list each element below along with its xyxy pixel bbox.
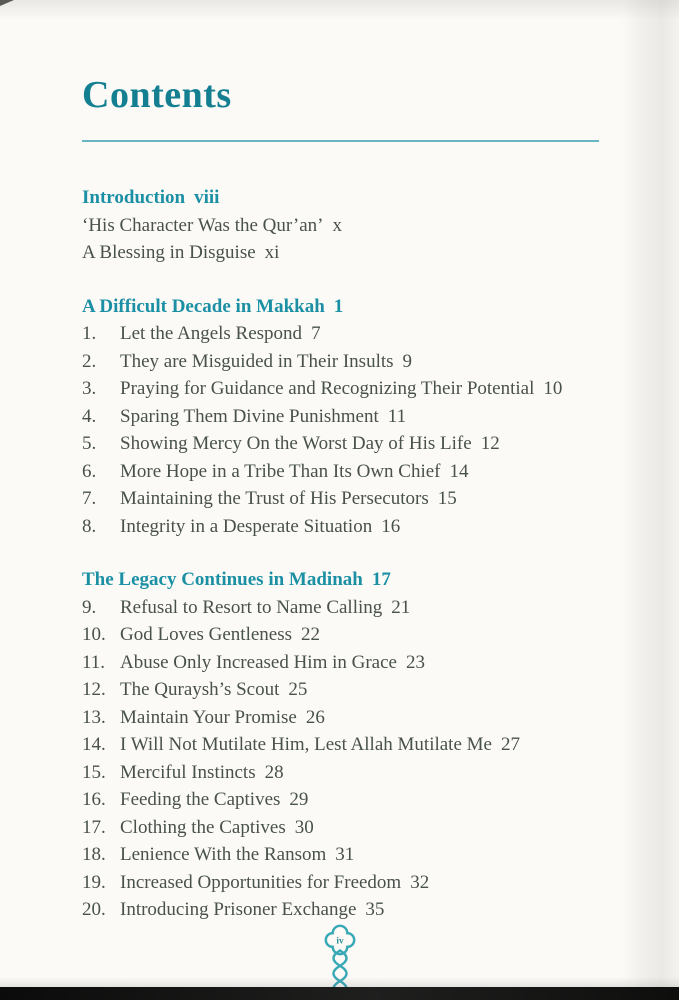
entry-label: I Will Not Mutilate Him, Lest Allah Mutilate Me (120, 734, 492, 755)
title-divider-rule (82, 140, 599, 142)
toc-entry (82, 403, 599, 431)
entry-number: 4. (82, 405, 97, 427)
entry-number: 11. (82, 651, 106, 673)
entry-number: 12. (82, 679, 106, 700)
entry-page-number: 23 (405, 651, 425, 673)
entry-label: Let the Angels Respond (120, 323, 303, 344)
entry-label: Merciful Instincts (120, 761, 256, 783)
entry-number: 17. (82, 816, 106, 838)
toc-entry (82, 239, 599, 267)
folio-number: iv (335, 936, 344, 947)
entry-number: 20. (82, 899, 106, 920)
entry-label: Sparing Them Divine Punishment (120, 405, 379, 427)
entry-label: A Blessing in Disguise (82, 242, 256, 263)
entry-number: 15. (82, 761, 106, 783)
toc-section (82, 293, 599, 541)
entry-number: 1. (82, 323, 97, 344)
scan-bottom-band (0, 987, 679, 1000)
entry-label: Introduction (82, 187, 186, 208)
entry-number: 5. (82, 433, 97, 454)
table-of-contents (82, 184, 599, 924)
entry-number: 8. (82, 515, 97, 537)
entry-number: 7. (82, 488, 97, 509)
toc-section-header (82, 293, 599, 321)
entry-label: Introducing Prisoner Exchange (120, 899, 357, 920)
toc-entry (82, 375, 599, 403)
toc-entry (82, 485, 599, 513)
entry-page-number: 28 (264, 761, 284, 783)
entry-label: Lenience With the Ransom (120, 844, 327, 865)
entry-page-number: 22 (301, 624, 321, 645)
entry-label: Showing Mercy On the Worst Day of His Life (120, 433, 472, 454)
entry-label: God Loves Gentleness (120, 624, 293, 645)
entry-label: Abuse Only Increased Him in Grace (120, 651, 397, 673)
entry-page-number: 29 (289, 789, 309, 810)
entry-page-number: 1 (333, 295, 344, 317)
entry-page-number: 14 (449, 460, 469, 482)
entry-page-number: 10 (543, 378, 563, 399)
entry-number: 13. (82, 706, 106, 728)
toc-entry (82, 348, 599, 376)
entry-label: More Hope in a Tribe Than Its Own Chief (120, 460, 441, 482)
toc-entry (82, 320, 599, 348)
entry-page-number: 11 (387, 405, 407, 427)
toc-entry (82, 513, 599, 541)
entry-number: 9. (82, 596, 97, 618)
entry-page-number: xi (264, 242, 280, 263)
entry-number: 18. (82, 844, 106, 865)
toc-entry (82, 731, 599, 759)
entry-number: 10. (82, 624, 106, 645)
entry-number: 14. (82, 734, 106, 755)
toc-section-header (82, 566, 599, 594)
entry-page-number: x (332, 214, 343, 236)
entry-label: The Quraysh’s Scout (120, 679, 280, 700)
entry-page-number: 7 (311, 323, 321, 344)
entry-number: 2. (82, 350, 97, 372)
entry-number: 3. (82, 378, 97, 399)
entry-page-number: viii (194, 187, 220, 208)
entry-number: 6. (82, 460, 97, 482)
entry-page-number: 21 (391, 596, 411, 618)
toc-section (82, 566, 599, 924)
entry-page-number: 12 (480, 433, 500, 454)
toc-entry (82, 869, 599, 897)
entry-label: The Legacy Continues in Madinah (82, 569, 363, 590)
entry-label: Integrity in a Desperate Situation (120, 515, 373, 537)
entry-label: Feeding the Captives (120, 789, 281, 810)
toc-entry (82, 594, 599, 622)
toc-entry (82, 759, 599, 787)
toc-section (82, 184, 599, 267)
toc-entry (82, 430, 599, 458)
entry-label: They are Misguided in Their Insults (120, 350, 394, 372)
toc-entry (82, 841, 599, 869)
entry-label: Praying for Guidance and Recognizing Their Potential (120, 378, 535, 399)
entry-label: ‘His Character Was the Qur’an’ (82, 214, 324, 236)
entry-page-number: 27 (500, 734, 520, 755)
toc-entry (82, 621, 599, 649)
entry-number: 16. (82, 789, 106, 810)
entry-page-number: 25 (288, 679, 308, 700)
entry-page-number: 15 (437, 488, 457, 509)
entry-label: Maintain Your Promise (120, 706, 297, 728)
entry-label: A Difficult Decade in Makkah (82, 295, 325, 317)
page-title: Contents (82, 74, 232, 116)
entry-page-number: 32 (410, 871, 430, 893)
entry-number: 19. (82, 871, 106, 893)
entry-page-number: 17 (371, 569, 391, 590)
entry-label: Maintaining the Trust of His Persecutors (120, 488, 429, 509)
entry-page-number: 9 (402, 350, 413, 372)
entry-page-number: 26 (305, 706, 325, 728)
toc-section-header (82, 184, 599, 212)
entry-label: Clothing the Captives (120, 816, 286, 838)
entry-page-number: 31 (335, 844, 355, 865)
entry-page-number: 16 (381, 515, 401, 537)
toc-entry (82, 786, 599, 814)
toc-entry (82, 458, 599, 486)
entry-label: Increased Opportunities for Freedom (120, 871, 402, 893)
toc-entry (82, 814, 599, 842)
entry-page-number: 35 (365, 899, 385, 920)
toc-entry (82, 676, 599, 704)
toc-entry (82, 212, 599, 240)
toc-entry (82, 704, 599, 732)
entry-page-number: 30 (294, 816, 314, 838)
toc-entry (82, 649, 599, 677)
scan-corner-notch (0, 0, 14, 6)
entry-label: Refusal to Resort to Name Calling (120, 596, 383, 618)
